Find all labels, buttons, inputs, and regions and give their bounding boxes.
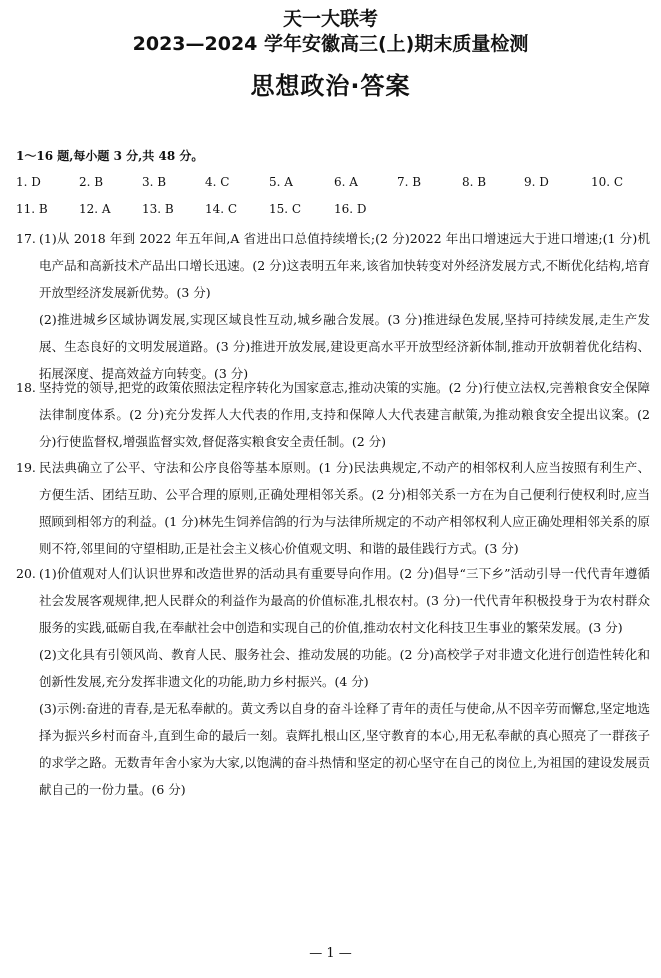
answer-paragraph: (2)推进城乡区域协调发展,实现区域良性互动,城乡融合发展。(3 分)推进绿色发展,坚持可持续发展,走生产发展、生态良好的文明发展道路。(3 分)推进开放发展,建设更高水平开放型经济新体制,推动开放朝着优化结构、拓展深度、提高效益方向转变。(3 分)	[39, 312, 650, 381]
choice-answer: 6. A	[334, 175, 358, 189]
choice-answer: 10. C	[591, 175, 624, 189]
question-20	[16, 560, 650, 803]
choice-answer: 13. B	[142, 202, 174, 216]
exam-session-title: 2023—2024 学年安徽高三(上)期末质量检测	[132, 33, 529, 55]
question-17	[16, 225, 650, 387]
exam-organizer-title: 天一大联考	[282, 8, 378, 30]
choice-answer: 15. C	[269, 202, 302, 216]
choice-answer: 2. B	[79, 175, 104, 189]
answer-paragraph: (3)示例:奋进的青春,是无私奉献的。黄文秀以自身的奋斗诠释了青年的责任与使命,从不因辛劳而懈怠,坚定地选择为振兴乡村而奋斗,直到生命的最后一刻。袁辉扎根山区,坚守教育的本心,用无私奉献的真心照亮了一群孩子的求学之路。无数青年舍小家为大家,以饱满的奋斗热情和坚定的初心坚守在自己的岗位上,为祖国的建设发展贡献自己的一份力量。(6 分)	[39, 701, 650, 797]
choice-answers	[16, 175, 646, 225]
choice-answer: 4. C	[205, 175, 230, 189]
answer-paragraph: 民法典确立了公平、守法和公序良俗等基本原则。(1 分)民法典规定,不动产的相邻权利人应当按照有利生产、方便生活、团结互助、公平合理的原则,正确处理相邻关系。(2 分)相邻关系一方在为自己便利行使权利时,应当照顾到相邻方的利益。(1 分)林先生饲养信鸽的行为与法律所规定的不动产相邻权利人应正确处理相邻关系的原则不符,邻里间的守望相助,正是社会主义核心价值观文明、和谐的最佳践行方式。(3 分)	[39, 460, 650, 556]
choice-answer: 16. D	[334, 202, 367, 216]
choice-answer: 1. D	[16, 175, 41, 189]
question-number: 19.	[16, 460, 36, 475]
choice-answer: 9. D	[524, 175, 549, 189]
subject-answer-title: 思想政治·答案	[250, 72, 411, 100]
choice-answer: 14. C	[205, 202, 238, 216]
question-number: 17.	[16, 231, 36, 246]
answer-paragraph: (1)价值观对人们认识世界和改造世界的活动具有重要导向作用。(2 分)倡导“三下乡”活动引导一代代青年遵循社会发展客观规律,把人民群众的利益作为最高的价值标准,扎根农村。(3 分)一代代青年积极投身于为农村群众服务的实践,砥砺自我,在奉献社会中创造和实现自己的价值,推动农村文化科技卫生事业的繁荣发展。(3 分)	[39, 566, 650, 635]
question-number: 18.	[16, 380, 36, 395]
answer-paragraph: (1)从 2018 年到 2022 年五年间,A 省进出口总值持续增长;(2 分)2022 年出口增速远大于进口增速;(1 分)机电产品和高新技术产品出口增长迅速。(2 分)这表明五年来,该省加快转变对外经济发展方式,不断优化结构,培育开放型经济发展新优势。(3 分)	[39, 231, 650, 300]
choice-answer: 8. B	[462, 175, 487, 189]
answer-paragraph: 坚持党的领导,把党的政策依照法定程序转化为国家意志,推动决策的实施。(2 分)行使立法权,完善粮食安全保障法律制度体系。(2 分)充分发挥人大代表的作用,支持和保障人大代表建言献策,为推动粮食安全提出议案。(2 分)行使监督权,增强监督实效,督促落实粮食安全责任制。(2 分)	[39, 380, 650, 449]
choice-answer: 12. A	[79, 202, 111, 216]
page-number: — 1 —	[309, 946, 352, 961]
choice-answer: 7. B	[397, 175, 422, 189]
choice-section-intro: 1～16 题,每小题 3 分,共 48 分。	[16, 149, 204, 163]
answer-paragraph: (2)文化具有引领风尚、教育人民、服务社会、推动发展的功能。(2 分)高校学子对非遗文化进行创造性转化和创新性发展,充分发挥非遗文化的功能,助力乡村振兴。(4 分)	[39, 647, 650, 689]
choice-answer: 5. A	[269, 175, 293, 189]
choice-answer: 3. B	[142, 175, 167, 189]
question-19	[16, 454, 650, 562]
question-18	[16, 374, 650, 455]
question-number: 20.	[16, 566, 36, 581]
choice-answer: 11. B	[16, 202, 48, 216]
